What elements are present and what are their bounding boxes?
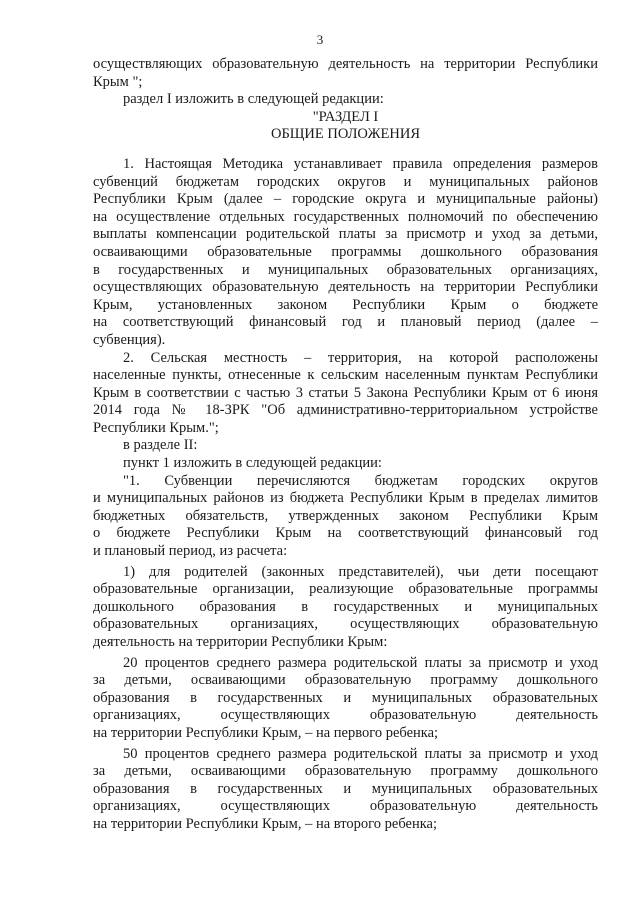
text-line: образовательные организации, реализующие образовательные программы: [93, 581, 598, 598]
text-line: 2014 года № 18-ЗРК "Об административно-территориальном устройстве: [93, 402, 598, 419]
text-line: на осуществление отдельных государственных полномочий по обеспечению: [93, 208, 598, 225]
text-line: осваивающими образовательные программы дошкольного образования: [93, 243, 598, 260]
text-line: осуществляющих образовательную деятельность на территории Республики: [93, 56, 598, 72]
text-line: на территории Республики Крым, – на первого ребенка;: [93, 724, 439, 741]
text-line: и муниципальных районов из бюджета Республики Крым в пределах лимитов: [93, 490, 598, 507]
text-line: организациях, осуществляющих образовательную деятельность: [93, 798, 598, 815]
text-line: деятельность на территории Республики Крым:: [93, 634, 388, 650]
text-line: Крым, установленных законом Республики Крым о бюджете: [93, 296, 598, 313]
text-line: организациях, осуществляющих образовательную деятельность: [93, 707, 598, 724]
text-line: 50 процентов среднего размера родительской платы за присмотр и уход: [123, 745, 598, 762]
text-line: бюджетных обязательств, утвержденных законом Республики Крым: [93, 507, 598, 524]
text-line: выплаты компенсации родительской платы за присмотр и уход за детьми,: [93, 226, 598, 243]
text-line: на территории Республики Крым, – на второго ребенка;: [93, 815, 437, 832]
text-line: и плановый период, из расчета:: [93, 543, 288, 560]
text-line: Крым ";: [93, 73, 143, 90]
page-number: 3: [316, 32, 324, 47]
text-line: "1. Субвенции перечисляются бюджетам городских округов: [123, 472, 598, 489]
text-line: Республики Крым (далее – городские округа и муниципальные районы): [93, 191, 598, 208]
text-line: образования в государственных и муниципальных образовательных: [93, 689, 598, 706]
text-line: пункт 1 изложить в следующей редакции:: [123, 455, 382, 472]
text-line: субвенций бюджетам городских округов и муниципальных районов: [93, 173, 598, 190]
text-line: субвенция).: [93, 331, 166, 348]
text-line: образования в государственных и муниципальных образовательных: [93, 780, 598, 797]
text-line: образовательных организациях, осуществляющих образовательную: [93, 616, 598, 633]
text-line: дошкольного образования в государственных и муниципальных: [93, 598, 598, 615]
text-line: раздел I изложить в следующей редакции:: [123, 91, 384, 108]
text-line: 20 процентов среднего размера родительской платы за присмотр и уход: [123, 654, 598, 671]
text-line: осуществляющих образовательную деятельность на территории Республики: [93, 279, 598, 296]
text-line: Республики Крым.";: [93, 419, 219, 436]
section-heading-number: "РАЗДЕЛ I: [312, 108, 379, 125]
text-line: Крым в соответствии с частью 3 статьи 5 Закона Республики Крым от 6 июня: [93, 384, 598, 401]
text-line: 2. Сельская местность – территория, на которой расположены: [123, 349, 598, 366]
text-line: на соответствующий финансовый год и плановый период (далее –: [93, 314, 598, 331]
text-line: в государственных и муниципальных образовательных организациях,: [93, 261, 598, 278]
text-line: населенные пункты, отнесенные к сельским населенным пунктам Республики: [93, 367, 598, 384]
text-line: в разделе II:: [123, 437, 198, 454]
section-heading-title: ОБЩИЕ ПОЛОЖЕНИЯ: [270, 126, 420, 143]
text-line: 1) для родителей (законных представителей), чьи дети посещают: [123, 563, 598, 580]
text-line: 1. Настоящая Методика устанавливает правила определения размеров: [123, 155, 598, 172]
text-line: о бюджете Республики Крым на соответствующий финансовый год: [93, 525, 598, 542]
text-line: за детьми, осваивающими образовательную программу дошкольного: [93, 672, 598, 689]
document-body: [93, 56, 598, 834]
text-line: за детьми, осваивающими образовательную программу дошкольного: [93, 763, 598, 780]
